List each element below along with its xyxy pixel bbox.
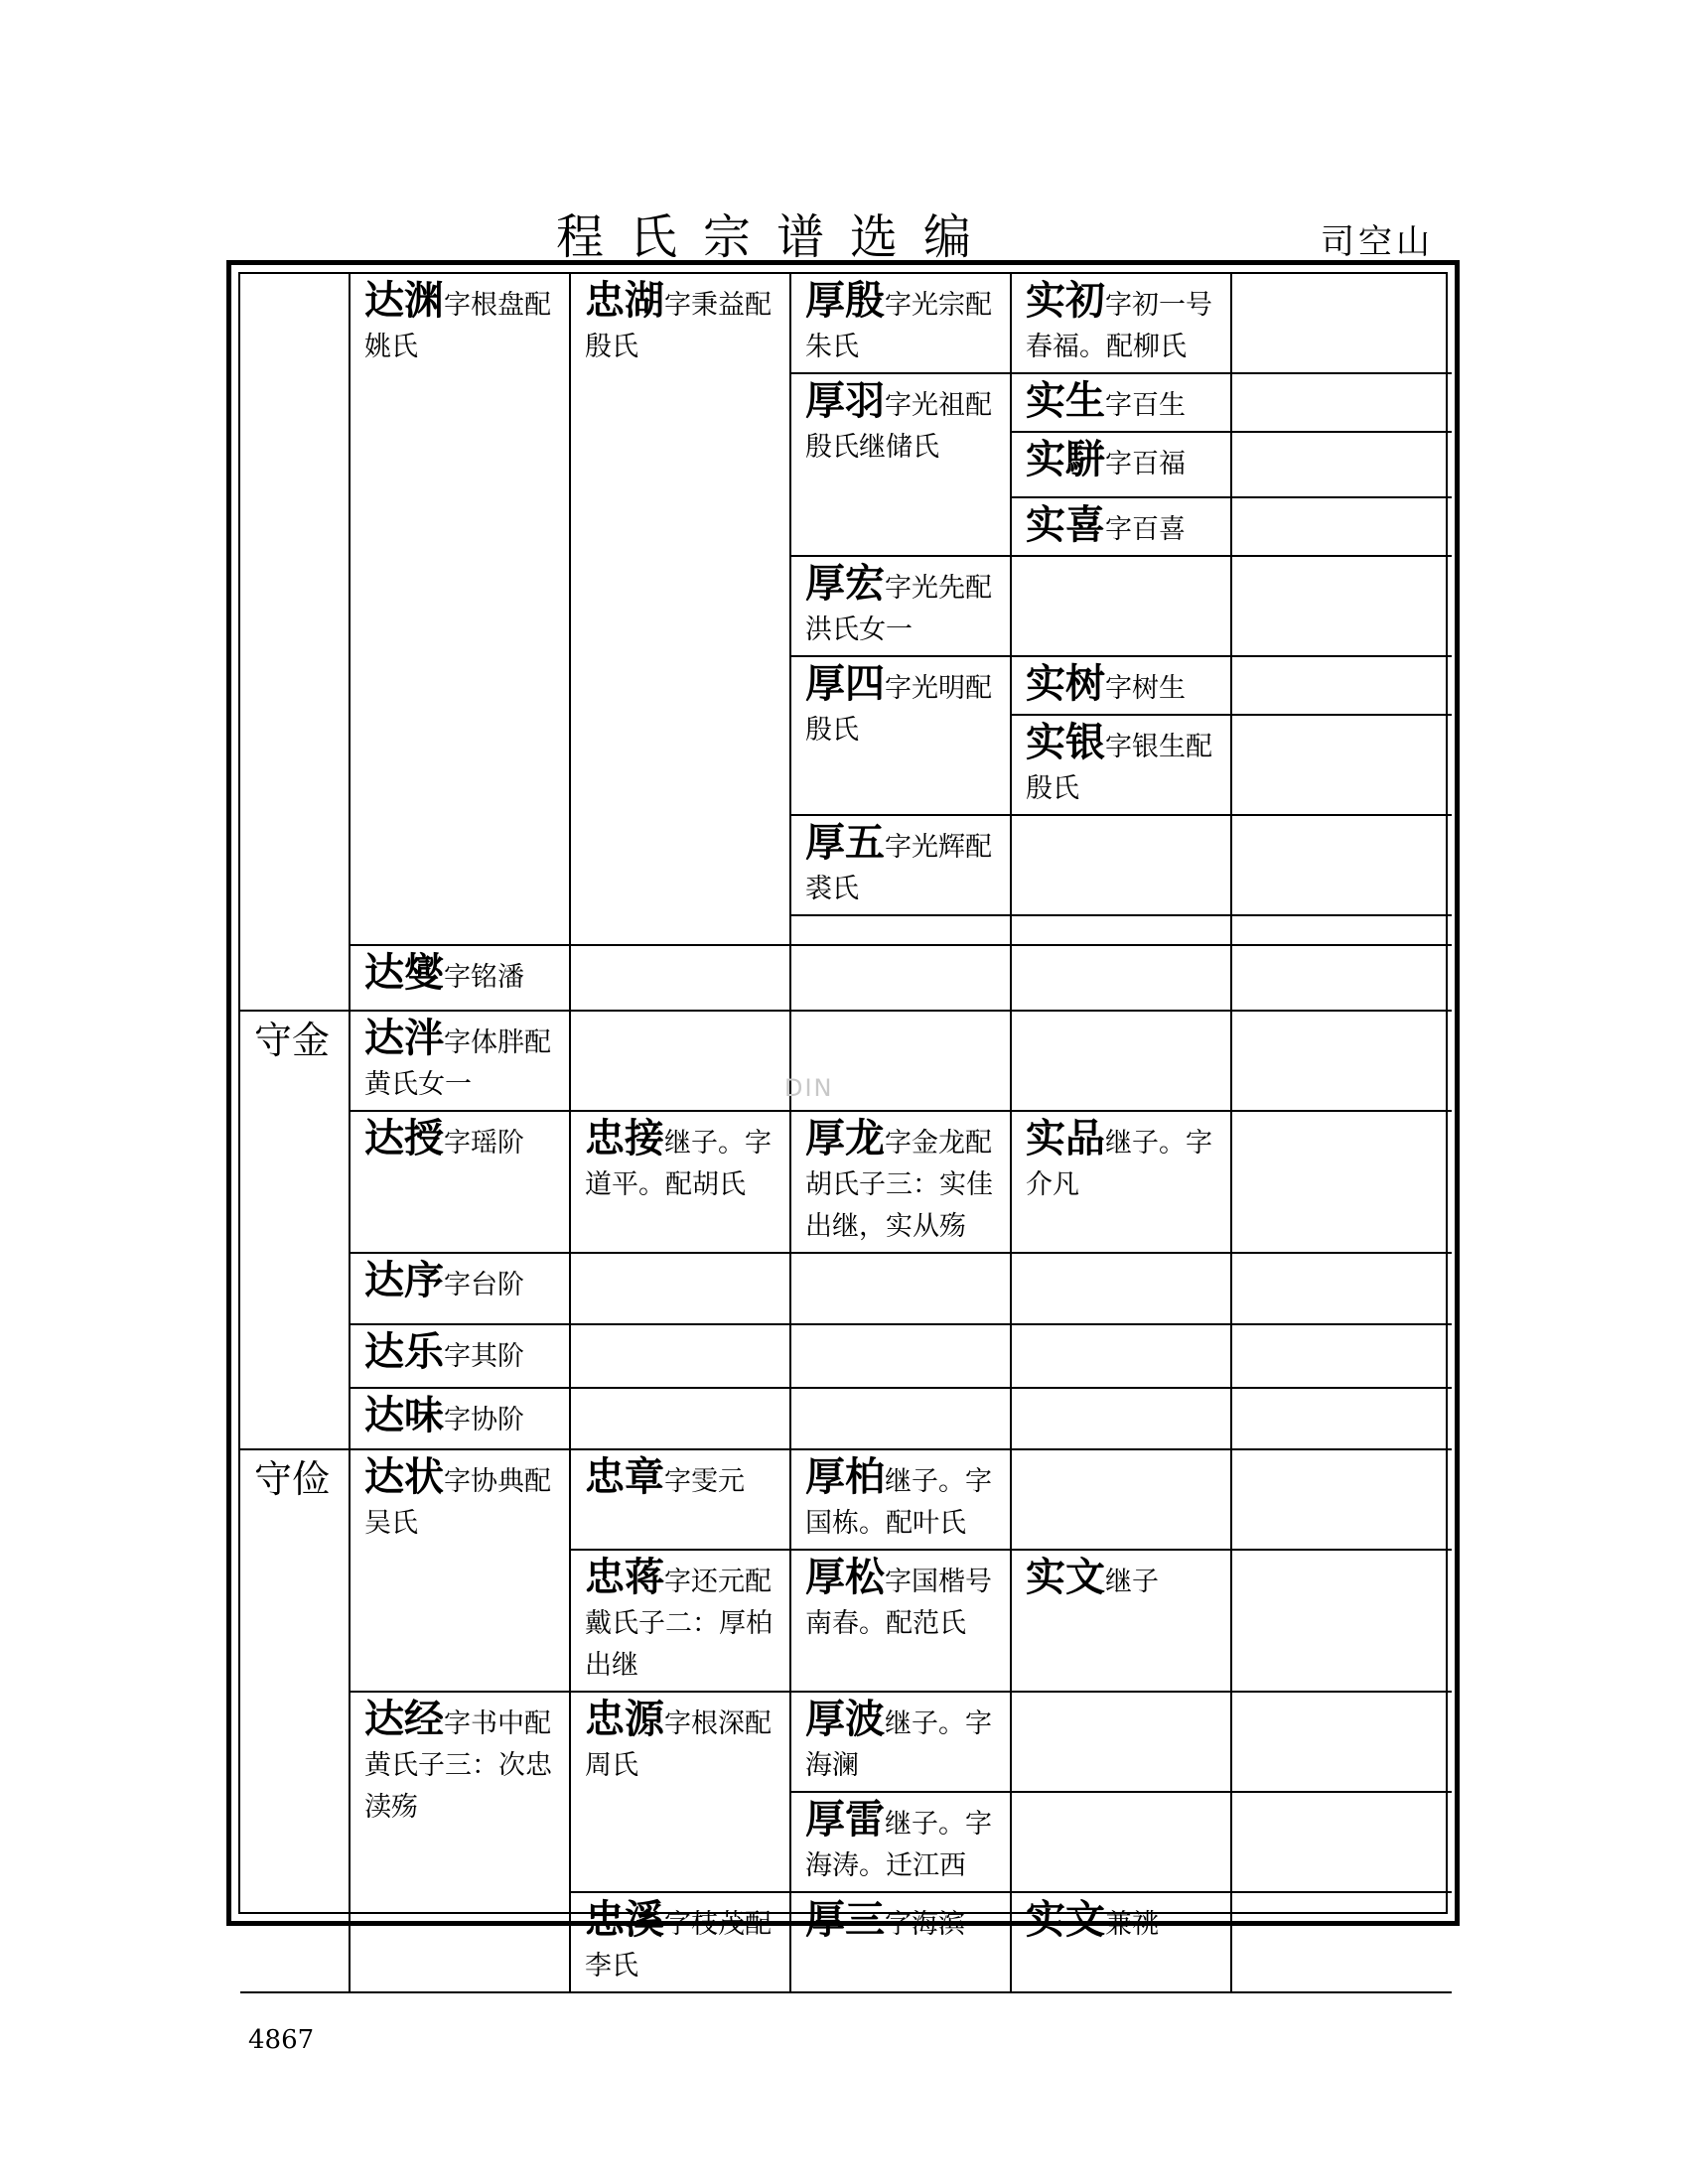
genealogy-cell [570, 1111, 790, 1253]
genealogy-cell [790, 1388, 1011, 1449]
person-description: 字光明配殷氏 [805, 673, 992, 746]
genealogy-cell [1231, 656, 1452, 715]
person-name: 实生 [1026, 378, 1105, 424]
person-name: 达渊 [364, 278, 444, 324]
person-description: 继子。字介凡 [1026, 1128, 1212, 1200]
genealogy-cell [1011, 1792, 1231, 1892]
person-description: 字协阶 [444, 1405, 524, 1435]
genealogy-cell [1011, 1011, 1231, 1111]
branch-label: 司空山 [1321, 222, 1434, 262]
person-name: 实文 [1026, 1555, 1105, 1600]
genealogy-cell [1011, 915, 1231, 945]
genealogy-cell [1231, 373, 1452, 432]
person-description: 继子。字海澜 [805, 1708, 992, 1781]
table-row [240, 1253, 1452, 1324]
person-description: 字秉益配殷氏 [585, 290, 772, 362]
genealogy-cell [1011, 945, 1231, 1011]
person-description: 字根深配周氏 [585, 1708, 772, 1781]
person-name: 达授 [364, 1116, 444, 1161]
person-name: 忠接 [585, 1116, 664, 1161]
genealogy-cell [790, 373, 1011, 556]
genealogy-cell [350, 274, 570, 945]
genealogy-cell [1011, 1892, 1231, 1992]
table-row [240, 274, 1452, 373]
table-row [240, 1692, 1452, 1792]
genealogy-cell [790, 1692, 1011, 1792]
person-description: 字根盘配姚氏 [364, 290, 551, 362]
genealogy-cell [350, 1111, 570, 1253]
genealogy-cell [1231, 1449, 1452, 1550]
genealogy-cell [350, 1692, 570, 1992]
genealogy-cell [790, 1449, 1011, 1550]
person-name: 厚波 [805, 1697, 885, 1742]
person-description: 字其阶 [444, 1341, 524, 1372]
table-row [240, 1324, 1452, 1388]
table-row [240, 1388, 1452, 1449]
genealogy-cell [1011, 1324, 1231, 1388]
genealogy-cell [1231, 945, 1452, 1011]
genealogy-cell [1231, 1388, 1452, 1449]
person-name: 忠溪 [585, 1897, 664, 1943]
person-description: 字枝茂配李氏 [585, 1909, 772, 1981]
genealogy-cell [790, 1324, 1011, 1388]
person-description: 字树生 [1105, 673, 1186, 704]
person-name: 厚宏 [805, 561, 885, 607]
genealogy-cell [790, 1111, 1011, 1253]
person-description: 字金龙配胡氏子三：实佳出继，实从殇 [805, 1128, 993, 1242]
person-description: 字光宗配朱氏 [805, 290, 992, 362]
genealogy-cell [1231, 1253, 1452, 1324]
genealogy-cell [790, 1892, 1011, 1992]
genealogy-cell [570, 1011, 790, 1111]
person-name: 厚五 [805, 820, 885, 866]
person-description: 字百生 [1105, 390, 1186, 421]
generation-name: 守俭 [254, 1457, 331, 1501]
person-description: 字光祖配殷氏继储氏 [805, 390, 992, 463]
person-description: 字光辉配裘氏 [805, 832, 992, 904]
table-row [240, 1011, 1452, 1111]
person-description: 字雯元 [664, 1466, 745, 1497]
person-name: 厚三 [805, 1897, 885, 1943]
person-name: 达乐 [364, 1329, 444, 1375]
person-description: 字光先配洪氏女一 [805, 573, 992, 645]
genealogy-cell [1231, 1792, 1452, 1892]
person-name: 达经 [364, 1697, 444, 1742]
person-name: 厚四 [805, 661, 885, 707]
genealogy-cell [1231, 432, 1452, 497]
person-description: 继子。字海涛。迁江西 [805, 1809, 992, 1881]
person-description: 字百喜 [1105, 514, 1186, 545]
genealogy-cell [790, 1792, 1011, 1892]
genealogy-table [240, 274, 1452, 1993]
genealogy-cell [1011, 556, 1231, 656]
genealogy-cell [1231, 1324, 1452, 1388]
genealogy-cell [1231, 915, 1452, 945]
person-name: 实駢 [1026, 437, 1105, 482]
genealogy-cell [790, 945, 1011, 1011]
person-description: 字瑶阶 [444, 1128, 524, 1159]
genealogy-cell [240, 1449, 350, 1992]
person-name: 实喜 [1026, 502, 1105, 548]
table-row [240, 1111, 1452, 1253]
genealogy-cell [1011, 1692, 1231, 1792]
person-name: 厚羽 [805, 378, 885, 424]
genealogy-cell [1011, 715, 1231, 815]
person-description: 字初一号春福。配柳氏 [1026, 290, 1212, 362]
genealogy-cell [1231, 1892, 1452, 1992]
person-name: 实银 [1026, 720, 1105, 765]
genealogy-cell [790, 656, 1011, 815]
genealogy-cell [1011, 1388, 1231, 1449]
genealogy-cell [570, 1892, 790, 1992]
person-description: 字银生配殷氏 [1026, 732, 1212, 804]
person-name: 实品 [1026, 1116, 1105, 1161]
table-row [240, 945, 1452, 1011]
person-description: 字书中配黄氏子三：次忠渎殇 [364, 1708, 552, 1823]
person-description: 继子 [1105, 1567, 1159, 1597]
genealogy-inner-frame [238, 272, 1448, 1981]
person-name: 忠源 [585, 1697, 664, 1742]
genealogy-cell [1011, 656, 1231, 715]
person-description: 字海滨 [885, 1909, 965, 1940]
person-description: 字还元配戴氏子二：厚柏出继 [585, 1567, 773, 1681]
page-title: 程氏宗谱选编 [556, 209, 998, 265]
genealogy-cell [1011, 1111, 1231, 1253]
genealogy-cell [1011, 1550, 1231, 1692]
genealogy-cell [570, 1324, 790, 1388]
watermark: DIN [784, 1074, 834, 1102]
person-name: 达燮 [364, 950, 444, 996]
person-name: 达泮 [364, 1016, 444, 1061]
person-name: 厚柏 [805, 1454, 885, 1500]
person-description: 继子。字道平。配胡氏 [585, 1128, 772, 1200]
person-name: 厚雷 [805, 1797, 885, 1843]
genealogy-cell [350, 1449, 570, 1692]
genealogy-cell [1231, 556, 1452, 656]
genealogy-cell [1231, 497, 1452, 556]
genealogy-cell [790, 556, 1011, 656]
person-name: 达序 [364, 1258, 444, 1303]
person-description: 字国楷号南春。配范氏 [805, 1567, 992, 1639]
person-name: 厚松 [805, 1555, 885, 1600]
genealogy-cell [1011, 373, 1231, 432]
genealogy-cell [570, 1253, 790, 1324]
genealogy-cell [570, 1692, 790, 1892]
person-name: 实树 [1026, 661, 1105, 707]
page-number: 4867 [248, 2025, 315, 2055]
person-description: 字铭潘 [444, 962, 524, 993]
genealogy-cell [350, 945, 570, 1011]
genealogy-cell [1231, 1692, 1452, 1792]
genealogy-cell [240, 1011, 350, 1449]
person-description: 字体胖配黄氏女一 [364, 1027, 551, 1100]
genealogy-cell [570, 1550, 790, 1692]
genealogy-cell [1231, 1550, 1452, 1692]
genealogy-cell [790, 1253, 1011, 1324]
genealogy-cell [790, 815, 1011, 915]
genealogy-cell [1011, 497, 1231, 556]
person-description: 字协典配吴氏 [364, 1466, 551, 1539]
person-name: 实文 [1026, 1897, 1105, 1943]
person-name: 忠湖 [585, 278, 664, 324]
genealogy-cell [1011, 815, 1231, 915]
genealogy-cell [790, 274, 1011, 373]
genealogy-cell [1231, 815, 1452, 915]
genealogy-cell [350, 1324, 570, 1388]
genealogy-cell [570, 1449, 790, 1550]
genealogy-cell [350, 1253, 570, 1324]
genealogy-cell [240, 274, 350, 1011]
genealogy-frame [226, 260, 1460, 1981]
genealogy-cell [570, 945, 790, 1011]
person-name: 厚殷 [805, 278, 885, 324]
genealogy-cell [1011, 274, 1231, 373]
genealogy-cell [1231, 1011, 1452, 1111]
person-name: 忠蒋 [585, 1555, 664, 1600]
genealogy-cell [570, 274, 790, 945]
genealogy-cell [1011, 1449, 1231, 1550]
genealogy-cell [790, 915, 1011, 945]
genealogy-cell [350, 1011, 570, 1111]
genealogy-cell [1231, 274, 1452, 373]
table-row [240, 1449, 1452, 1550]
genealogy-cell [570, 1388, 790, 1449]
person-name: 达味 [364, 1393, 444, 1438]
genealogy-cell [1011, 432, 1231, 497]
person-description: 继子。字国栋。配叶氏 [805, 1466, 992, 1539]
genealogy-cell [1011, 1253, 1231, 1324]
person-description: 字台阶 [444, 1270, 524, 1300]
generation-name: 守金 [254, 1019, 331, 1062]
person-name: 忠章 [585, 1454, 664, 1500]
person-description: 兼祧 [1105, 1909, 1159, 1940]
person-description: 字百福 [1105, 449, 1186, 479]
genealogy-cell [790, 1550, 1011, 1692]
genealogy-cell [1231, 1111, 1452, 1253]
person-name: 厚龙 [805, 1116, 885, 1161]
person-name: 实初 [1026, 278, 1105, 324]
genealogy-cell [350, 1388, 570, 1449]
genealogy-cell [1231, 715, 1452, 815]
person-name: 达状 [364, 1454, 444, 1500]
